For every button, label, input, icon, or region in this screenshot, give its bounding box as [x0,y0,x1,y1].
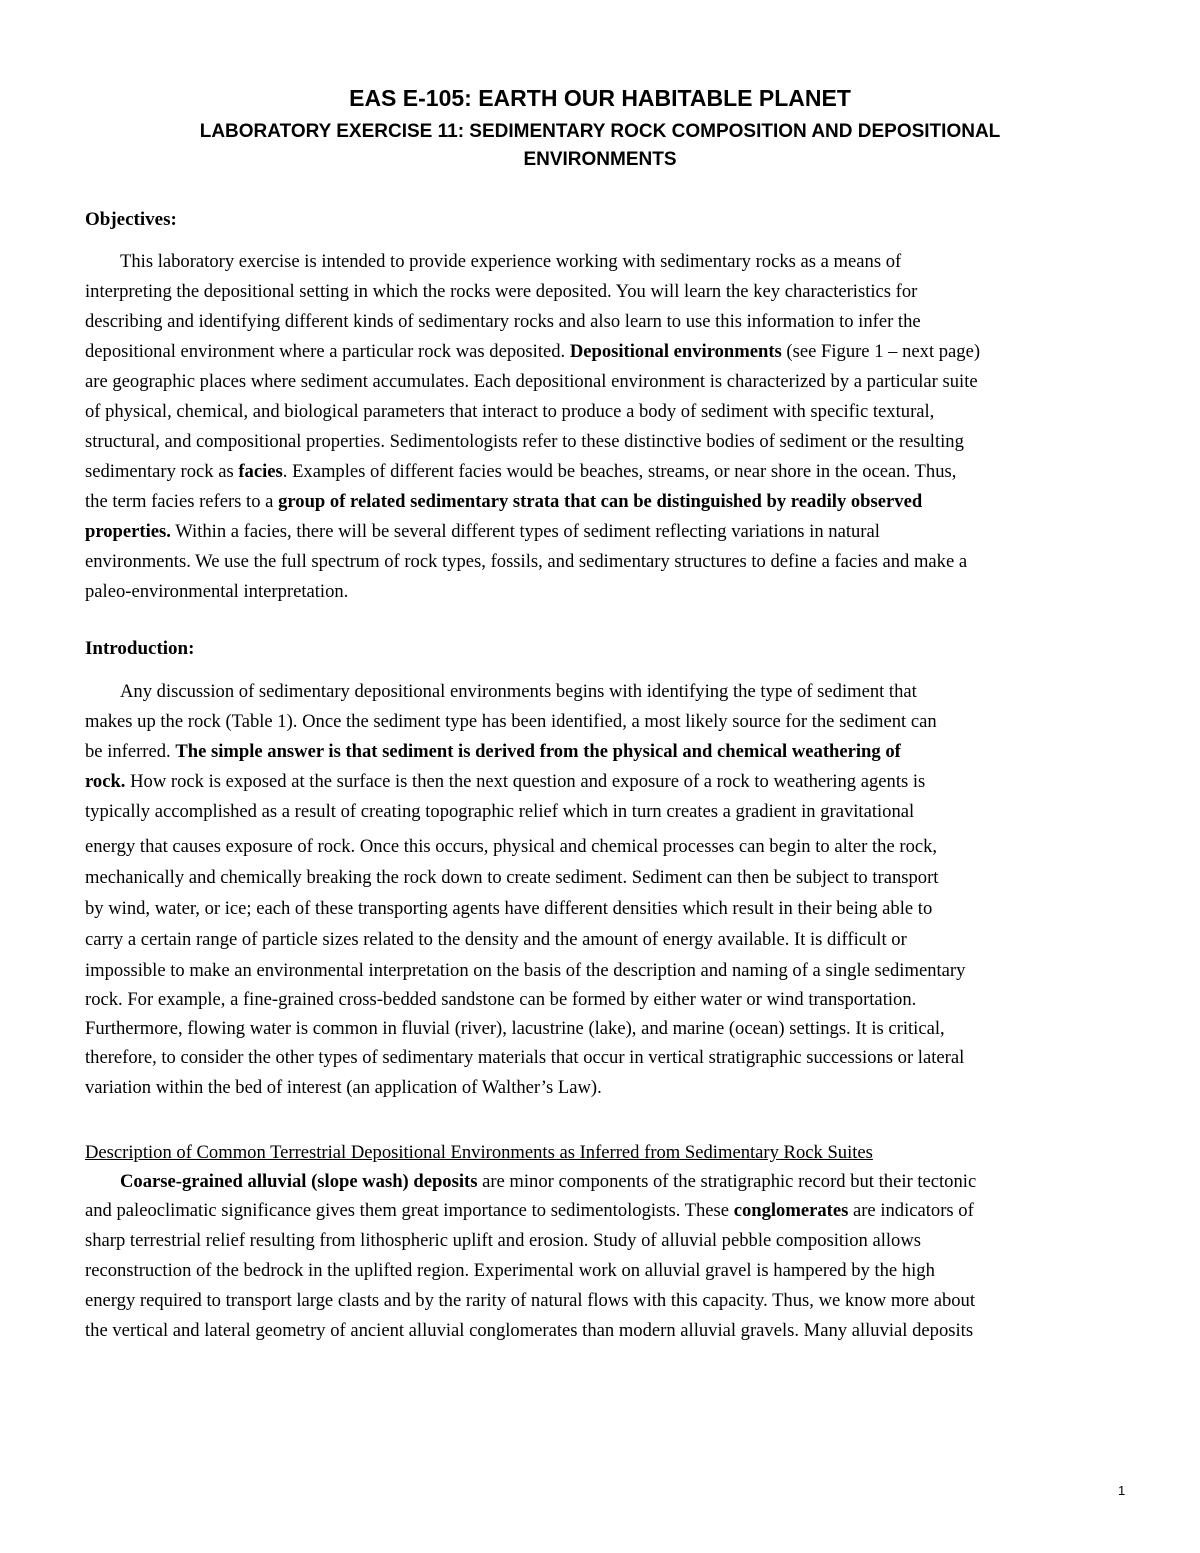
introduction-line-2: makes up the rock (Table 1). Once the sediment type has been identified, a most likely source for the sediment can [85,711,937,732]
objectives-line-5: are geographic places where sediment accumulates. Each depositional environment is characterized by a particular suite [85,371,978,392]
introduction-line-10: impossible to make an environmental interpretation on the basis of the description and naming of a single sedimentary [85,960,966,981]
objectives-line-8: sedimentary rock as facies. Examples of different facies would be beaches, streams, or near shore in the ocean. Thus, [85,461,957,482]
document-subtitle-line-1: LABORATORY EXERCISE 11: SEDIMENTARY ROCK COMPOSITION AND DEPOSITIONAL [199,121,1001,142]
introduction-line-11: rock. For example, a fine-grained cross-bedded sandstone can be formed by either water or wind transportation. [85,989,917,1010]
introduction-line-9: carry a certain range of particle sizes related to the density and the amount of energy available. It is difficult or [85,929,907,950]
objectives-line-4: depositional environment where a particular rock was deposited. Depositional environments (see Figure 1 – next page) [85,341,981,362]
description-line-6: the vertical and lateral geometry of ancient alluvial conglomerates than modern alluvial gravels. Many alluvial deposits [85,1320,974,1341]
introduction-line-8: by wind, water, or ice; each of these transporting agents have different densities which result in their being able to [85,898,933,919]
description-line-4: reconstruction of the bedrock in the uplifted region. Experimental work on alluvial gravel is hampered by the high [85,1260,935,1281]
introduction-line-6: energy that causes exposure of rock. Once this occurs, physical and chemical processes can begin to alter the rock, [85,836,938,857]
objectives-line-1: This laboratory exercise is intended to provide experience working with sedimentary rocks as a means of [120,251,902,272]
introduction-line-4: rock. How rock is exposed at the surface is then the next question and exposure of a rock to weathering agents is [85,771,926,792]
description-line-2: and paleoclimatic significance gives them great importance to sedimentologists. These conglomerates are indicators of [85,1200,974,1221]
objectives-line-11: environments. We use the full spectrum of rock types, fossils, and sedimentary structures to define a facies and make a [85,551,968,572]
introduction-line-12: Furthermore, flowing water is common in fluvial (river), lacustrine (lake), and marine (ocean) settings. It is critical, [85,1018,945,1039]
description-line-1: Coarse-grained alluvial (slope wash) deposits are minor components of the stratigraphic record but their tectonic [120,1171,977,1192]
introduction-line-14: variation within the bed of interest (an application of Walther’s Law). [85,1077,602,1098]
objectives-line-7: structural, and compositional properties. Sedimentologists refer to these distinctive bodies of sediment or the resulting [85,431,964,452]
objectives-line-10: properties. Within a facies, there will be several different types of sediment reflecting variations in natural [85,521,880,542]
objectives-line-2: interpreting the depositional setting in which the rocks were deposited. You will learn the key characteristics for [85,281,918,302]
introduction-line-5: typically accomplished as a result of creating topographic relief which in turn creates a gradient in gravitational [85,801,915,822]
description-line-5: energy required to transport large clasts and by the rarity of natural flows with this capacity. Thus, we know more about [85,1290,976,1311]
description-line-3: sharp terrestrial relief resulting from lithospheric uplift and erosion. Study of alluvial pebble composition allows [85,1230,922,1251]
document-subtitle-line-2: ENVIRONMENTS [523,149,677,170]
description-heading: Description of Common Terrestrial Depositional Environments as Inferred from Sedimentary Rock Suites [85,1142,873,1163]
objectives-line-9: the term facies refers to a group of related sedimentary strata that can be distinguished by readily observed [85,491,923,512]
page-number: 1 [1118,1483,1126,1498]
objectives-line-12: paleo-environmental interpretation. [85,581,349,602]
introduction-line-13: therefore, to consider the other types of sedimentary materials that occur in vertical stratigraphic successions or lateral [85,1047,965,1068]
introduction-line-3: be inferred. The simple answer is that sediment is derived from the physical and chemical weathering of [85,741,901,762]
introduction-line-7: mechanically and chemically breaking the rock down to create sediment. Sediment can then be subject to transport [85,867,939,888]
objectives-line-6: of physical, chemical, and biological parameters that interact to produce a body of sediment with specific textural, [85,401,935,422]
document-title: EAS E-105: EARTH OUR HABITABLE PLANET [349,85,851,111]
objectives-heading: Objectives: [85,209,177,230]
introduction-line-1: Any discussion of sedimentary depositional environments begins with identifying the type of sediment that [120,681,917,702]
introduction-heading: Introduction: [85,638,195,659]
objectives-line-3: describing and identifying different kinds of sedimentary rocks and also learn to use this information to infer the [85,311,921,332]
